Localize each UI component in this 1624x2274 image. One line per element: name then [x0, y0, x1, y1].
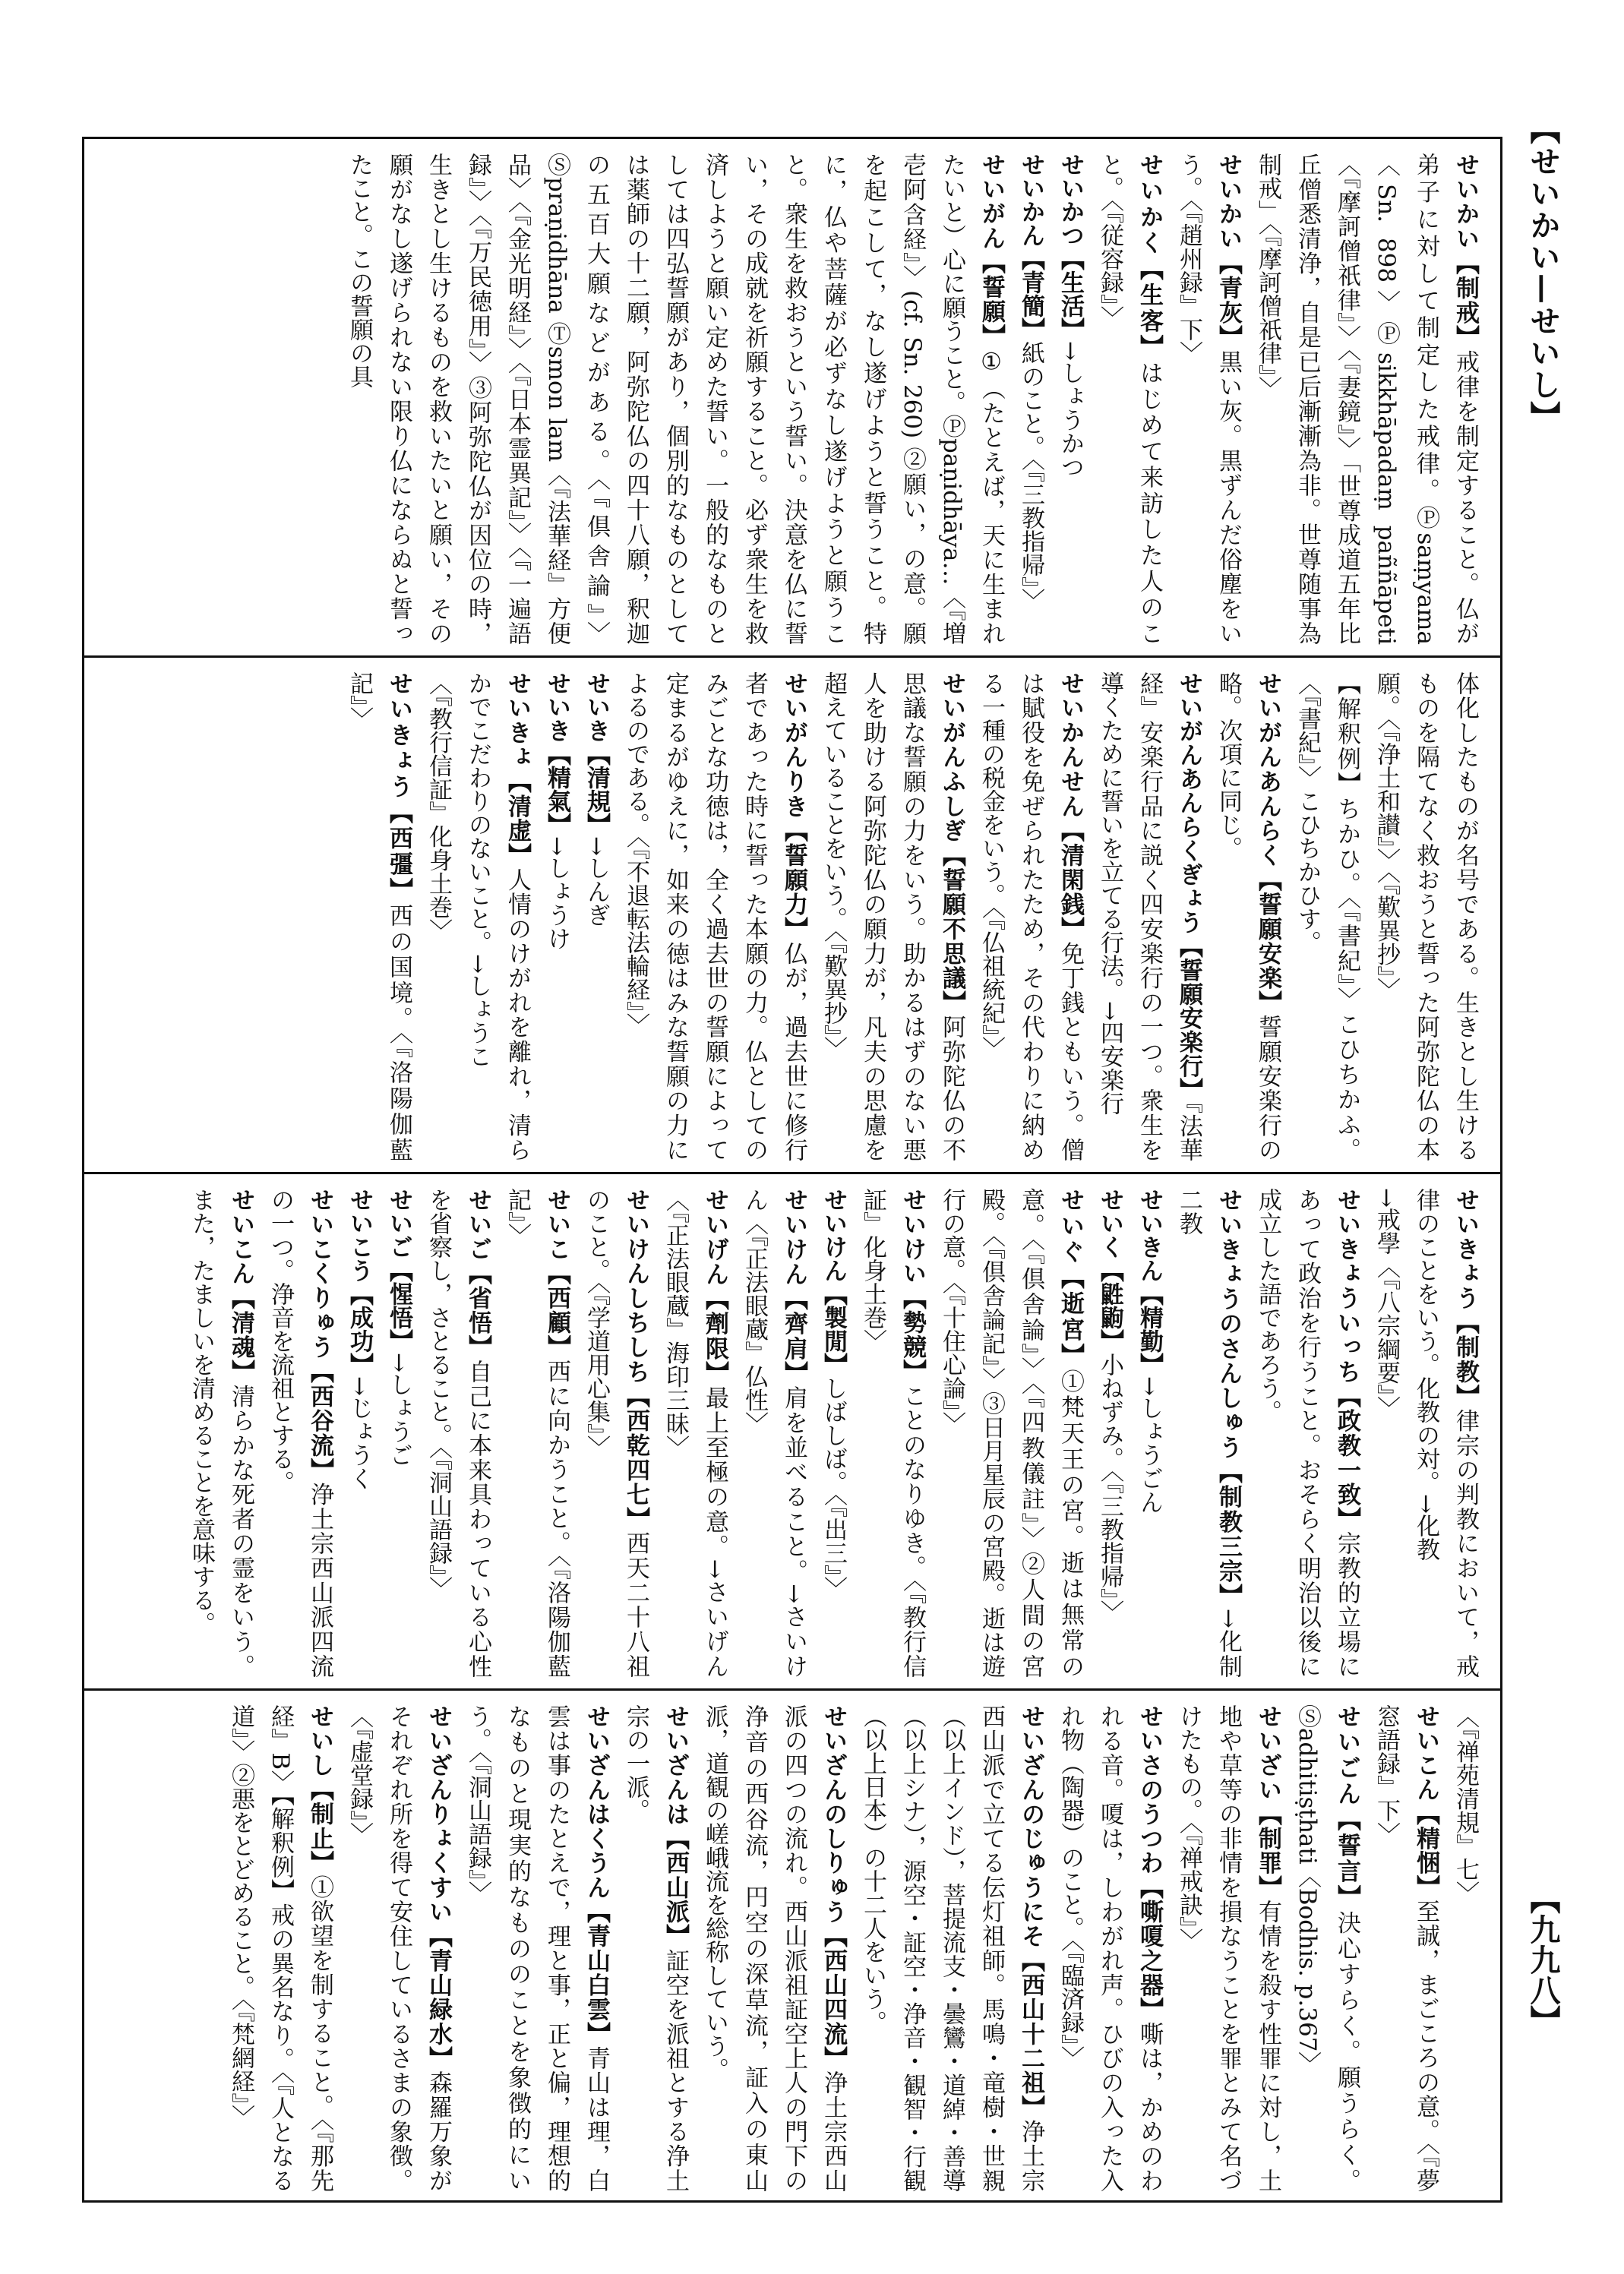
dictionary-entry [1288, 1704, 1366, 2192]
entry-headword: せいこう【成功】 [346, 1188, 373, 1376]
dictionary-entry [616, 1704, 695, 2192]
dictionary-entry [419, 1188, 498, 1678]
dictionary-entry [1288, 671, 1366, 1161]
entry-headword: せいし【制止】 [306, 1704, 333, 1875]
tier-2-text [98, 671, 1485, 1161]
entry-definition: 黒い灰。黒ずんだ俗塵をいう。〈『趙州録』下〉 [1175, 153, 1242, 646]
entry-headword: せいざんはくうん【青山白雲】 [583, 1704, 610, 2047]
entry-definition: 浄土宗西山派で立てる伝灯祖師。馬鳴・竜樹・世親（以上インド），菩提流支・曇鸞・道綽・善導（以上シナ），源空・証空・浄音・観智・行観（以上日本）の十二人をいう。 [859, 1704, 1044, 2193]
entry-headword: せいご【惺悟】 [385, 1188, 412, 1353]
entry-headword: せいがんあんらく【誓願安楽】 [1254, 671, 1281, 1015]
entry-definition: 戒律を制定すること。仏が弟子に対して制定した戒律。Ⓟsaṃyama〈Sn. 898〉Ⓟsikkhāpadaṃ paññāpeti〈『摩訶僧祇律』〉〈『妻鏡』〉「世尊成道五年比丘僧悉清浄，自是已后漸漸為非。世尊随事為制戒」〈『摩訶僧祇律』〉 [1254, 153, 1479, 646]
dictionary-entry [261, 1188, 340, 1678]
dictionary-entry [1248, 1188, 1366, 1678]
entry-headword: せいざんは【西山派】 [662, 1704, 689, 1949]
dictionary-entry [537, 671, 577, 1161]
entry-headword: せいかい【青灰】 [1215, 153, 1242, 350]
entry-definition: 有情を殺す性罪に対し，土地や草等の非情を損なうことを罪とみて名づけたもの。〈『禅戒訣』〉 [1175, 1704, 1281, 2193]
entry-definition: 〈『禅苑清規』七〉 [1452, 1704, 1479, 1905]
tier-4-text [98, 1704, 1485, 2192]
dictionary-entry [1051, 153, 1090, 645]
dictionary-entry [1169, 153, 1248, 645]
dictionary-entry [1090, 671, 1209, 1161]
entry-definition: →しょうご [385, 1353, 412, 1467]
dictionary-entry [1445, 1704, 1485, 2192]
entry-headword: せいご【省悟】 [464, 1188, 491, 1360]
entry-definition: 『法華経』安楽行品に説く四安楽行の一つ。衆生を導くために誓いを立てる行法。→四安楽行 [1096, 671, 1202, 1162]
dictionary-entry [419, 671, 458, 1161]
dictionary-entry [1169, 1188, 1248, 1678]
dictionary-entry [340, 153, 1011, 645]
entry-headword: せいがんふしぎ【誓願不思議】 [938, 671, 965, 1015]
entry-definition: 人情のけがれを離れ，清らかでこだわりのないこと。→しょうこ [464, 671, 531, 1162]
dictionary-page-frame [82, 137, 1502, 2203]
dictionary-entry [340, 671, 419, 1161]
tier-3 [84, 1172, 1500, 1688]
entry-headword: せいかく【生客】 [1136, 153, 1163, 362]
tier-3-text [98, 1188, 1485, 1678]
entry-definition: →戒學〈『八宗綱要』〉 [1373, 1188, 1400, 1420]
entry-definition: 青山は理，白雲は事のたとえで，理と事，正と偏，理想的なものと現実的なもののことを象徴的にいう。〈『洞山語録』〉 [464, 1704, 610, 2193]
entry-headword: せいさのうつわ【嘶嗄之器】 [1136, 1704, 1163, 2023]
entry-definition: 〈『教行信証』化身土巻〉 [425, 671, 452, 943]
dictionary-entry [182, 1188, 261, 1678]
entry-definition: しばしば。〈『出三』〉 [820, 1376, 847, 1600]
entry-headword: せいきょう【西彊】 [385, 671, 412, 904]
entry-definition: 西天二十八祖のこと。〈『学道用心集』〉 [583, 1188, 649, 1679]
entry-definition: 律宗の判教において，戒律のことをいう。化教の対。→化教 [1412, 1188, 1479, 1679]
entry-definition: →しんぎ [583, 836, 610, 927]
entry-headword: せいこくりゅう【西谷流】 [306, 1188, 333, 1483]
entry-definition: ①（たとえば，天に生まれたいと）心に願うこと。Ⓟpaṇidhāya…〈『増壱阿含経』〉(cf. Sn. 260) ②願い，の意。願を起こして，なし遂げようと誓うこと。特に，仏や菩薩が必ずなし遂げようと願うこと。衆生を救おうという誓い。決意を仏に誓い，その成就を祈願すること。必ず衆生を救済しようと願い定めた誓い。一般的なものとしては四弘誓願があり，個別的なものとしては薬師の十二願，阿弥陀仏の四十八願，釈迦の五百大願などがある。〈『倶舎論』〉Ⓢpraṇidhāna Ⓣsmon lam〈『法華経』方便品〉〈『金光明経』〉〈『日本霊異記』〉〈『一遍語録』〉〈『万民徳用』〉③阿弥陀仏が因位の時，生きとし生けるものを救いたいと願い，その願がなし遂げられない限り仏にならぬと誓ったこと。この誓願の具 [346, 153, 1005, 646]
entry-headword: せいかい【制戒】 [1452, 153, 1479, 350]
dictionary-entry [972, 671, 1090, 1161]
entry-definition: 至誠，まごころの意。〈『夢窓語録』下〉 [1373, 1704, 1439, 2193]
entry-headword: せいざんりょくすい【青山緑水】 [425, 1704, 452, 2071]
entry-headword: せいかん【青簡】 [1017, 153, 1044, 341]
entry-definition: 浄土宗西山派四流の一つ。浄音を流祖とする。 [267, 1188, 333, 1679]
entry-headword: せいかつ【生活】 [1057, 153, 1084, 341]
dictionary-entry [577, 671, 616, 1161]
dictionary-entry [498, 1188, 577, 1678]
dictionary-entry [814, 671, 972, 1161]
tier-2 [84, 655, 1500, 1172]
entry-headword: せいきょ【清虚】 [504, 671, 531, 868]
dictionary-entry [932, 1188, 1090, 1678]
entry-definition: 自己に本来具わっている心性を省察し，さとること。〈『洞山語録』〉 [425, 1188, 491, 1679]
page-number: 【九九八】 [1525, 1884, 1561, 2036]
dictionary-entry [340, 1704, 458, 2192]
entry-definition: 証空を派祖とする浄土宗の一派。 [622, 1704, 689, 2193]
entry-definition: 紙のこと。〈『三教指帰』〉 [1017, 341, 1044, 612]
dictionary-entry [1406, 1188, 1485, 1678]
entry-headword: せいこん【精悃】 [1412, 1704, 1439, 1900]
dictionary-entry [1051, 1704, 1169, 2192]
entry-headword: せいけん【製閒】 [820, 1188, 847, 1376]
entry-definition: 森羅万象がそれぞれ所を得て安住しているさまの象徴。〈『虚堂録』〉 [346, 1704, 452, 2193]
entry-definition: 決心すらく。願うらく。Ⓢadhitiṣṭhati〈Bodhis. p.367〉 [1294, 1704, 1360, 2193]
dictionary-entry [379, 1188, 419, 1678]
entry-headword: せいく【鼪鼩】 [1096, 1188, 1123, 1353]
dictionary-entry [853, 1704, 1051, 2192]
entry-headword: せいごん【誓言】 [1333, 1704, 1360, 1911]
tier-1 [84, 139, 1500, 655]
dictionary-entry [1209, 671, 1288, 1161]
entry-headword: せいきょういっち【政教一致】 [1333, 1188, 1360, 1532]
dictionary-entry [1248, 153, 1485, 645]
entry-definition: 体化したものが名号である。生きとし生けるものを隔てなく救おうと誓った阿弥陀仏の本願。〈『浄土和讃』〉〈『歎異抄』〉 [1373, 671, 1479, 1161]
entry-definition: 阿弥陀仏の不思議な誓願の力をいう。助かるはずのない悪人を助ける阿弥陀仏の願力が，凡夫の思慮を超えていることをいう。〈『歎異抄』〉 [820, 671, 965, 1162]
entry-headword: せいき【清規】 [583, 671, 610, 836]
dictionary-entry [695, 1704, 853, 2192]
entry-definition: 嘶は，かめのわれる音。嗄は，しわがれ声。ひびの入った入れ物（陶器）のこと。〈『臨済録』〉 [1057, 1704, 1163, 2193]
dictionary-entry [814, 1188, 853, 1678]
dictionary-entry [1366, 1704, 1445, 2192]
entry-definition: ことのなりゆき。〈『教行信証』化身土巻〉 [859, 1188, 926, 1678]
entry-definition: ①欲望を制すること。〈『那先経』B〉【解釈例】戒の異名なり。〈『人となる道』〉②悪をとどめること。〈『梵網経』〉 [227, 1704, 333, 2193]
dictionary-entry [1169, 1704, 1288, 2192]
tier-1-text [98, 153, 1485, 645]
dictionary-entry [458, 671, 537, 1161]
entry-headword: せいげん【劑限】 [701, 1188, 728, 1386]
dictionary-entry [221, 1704, 340, 2192]
dictionary-entry [1130, 1188, 1169, 1678]
entry-definition: →しょうごん [1136, 1376, 1163, 1514]
dictionary-entry [1366, 671, 1485, 1161]
entry-definition: 仏が，過去世に修行者であった時に誓った本願の力。仏としてのみごとな功徳は，全く過去世の誓願によって定まるがゆえに，如来の徳はみな誓願の力によるのである。〈『不退転法輪経』〉 [622, 671, 807, 1162]
entry-definition: はじめて来訪した人のこと。〈『従容録』〉 [1096, 153, 1163, 646]
entry-headword: せいきょう【制教】 [1452, 1188, 1479, 1409]
entry-headword: せいざんのしりゅう【西山四流】 [820, 1704, 847, 2071]
entry-headword: せいけんしちしち【西乾四七】 [622, 1188, 649, 1532]
entry-headword: せいぐ【逝宮】 [1057, 1188, 1084, 1369]
entry-definition: 西の国境。〈『洛陽伽藍記』〉 [346, 671, 412, 1162]
entry-headword: せいざい【制罪】 [1254, 1704, 1281, 1900]
dictionary-entry [853, 1188, 932, 1678]
entry-definition: ①梵天王の宮。逝は無常の意。〈『倶舎論』〉〈『四教儀註』〉②人間の宮殿。〈『倶舎論記』〉③日月星辰の宮殿。逝は遊行の意。〈『十住心論』〉 [938, 1188, 1084, 1679]
entry-headword: せいき【精氣】 [543, 671, 570, 836]
entry-headword: せいけい【勢競】 [899, 1188, 926, 1384]
dictionary-entry [616, 671, 814, 1161]
entry-definition: →じょうく [346, 1376, 373, 1490]
entry-definition: →化制二教 [1175, 1188, 1242, 1678]
entry-definition: 清らかな死者の霊をいう。また，たましいを清めることを意味する。 [188, 1188, 254, 1679]
entry-headword: せいきょうのさんしゅう【制教三宗】 [1215, 1188, 1242, 1609]
entry-definition: 小ねずみ。〈『三教指帰』〉 [1096, 1353, 1123, 1624]
entry-headword: せいこ【西顧】 [543, 1188, 570, 1360]
tier-4 [84, 1688, 1500, 2203]
entry-definition: 誓願安楽行の略。次項に同じ。 [1215, 671, 1281, 1162]
dictionary-entry [1366, 1188, 1406, 1678]
dictionary-entry [1090, 153, 1169, 645]
dictionary-entry [458, 1704, 616, 2192]
running-header: 【せいかい—せいし】 [1525, 114, 1561, 433]
entry-definition: →しょうけ [543, 836, 570, 950]
entry-definition: 【解釈例】ちかひ。〈『書紀』〉こひちかふ。〈『書紀』〉こひちかひす。 [1294, 671, 1360, 1161]
dictionary-entry [340, 1188, 379, 1678]
entry-definition: 西に向かうこと。〈『洛陽伽藍記』〉 [504, 1188, 570, 1678]
entry-definition: 宗教的立場にあって政治を行うこと。おそらく明治以後に成立した語であろう。 [1254, 1188, 1360, 1679]
entry-definition: 最上至極の意。→さいげん〈『正法眼蔵』海印三昧〉 [662, 1188, 728, 1678]
dictionary-entry [1011, 153, 1051, 645]
dictionary-entry [735, 1188, 814, 1678]
entry-headword: せいけん【齊肩】 [780, 1188, 807, 1386]
entry-headword: せいがんあんらくぎょう【誓願安楽行】 [1175, 671, 1202, 1102]
dictionary-entry [577, 1188, 656, 1678]
entry-headword: せいこん【清魂】 [227, 1188, 254, 1385]
dictionary-entry [1090, 1188, 1130, 1678]
entry-definition: 浄土宗西山派の四つの流れ。西山派祖証空上人の門下の浄音の西谷流，円空の深草流，証入の東山派，道観の嵯峨流を総称していう。 [701, 1704, 847, 2193]
dictionary-entry [656, 1188, 735, 1678]
entry-headword: せいがん【誓願】 [978, 153, 1005, 349]
entry-headword: せいきん【精勤】 [1136, 1188, 1163, 1376]
entry-headword: せいかんせん【清閑銭】 [1057, 671, 1084, 942]
entry-definition: 肩を並べること。→さいけん〈『正法眼蔵』仏性〉 [741, 1188, 807, 1678]
entry-headword: せいがんりき【誓願力】 [780, 671, 807, 942]
entry-definition: 免丁銭ともいう。僧は賦役を免ぜられたため，その代わりに納める一種の税金をいう。〈『仏祖統紀』〉 [978, 671, 1084, 1162]
entry-headword: せいざんのじゅうにそ【西山十二祖】 [1017, 1704, 1044, 2120]
entry-definition: →しょうかつ [1057, 341, 1084, 478]
